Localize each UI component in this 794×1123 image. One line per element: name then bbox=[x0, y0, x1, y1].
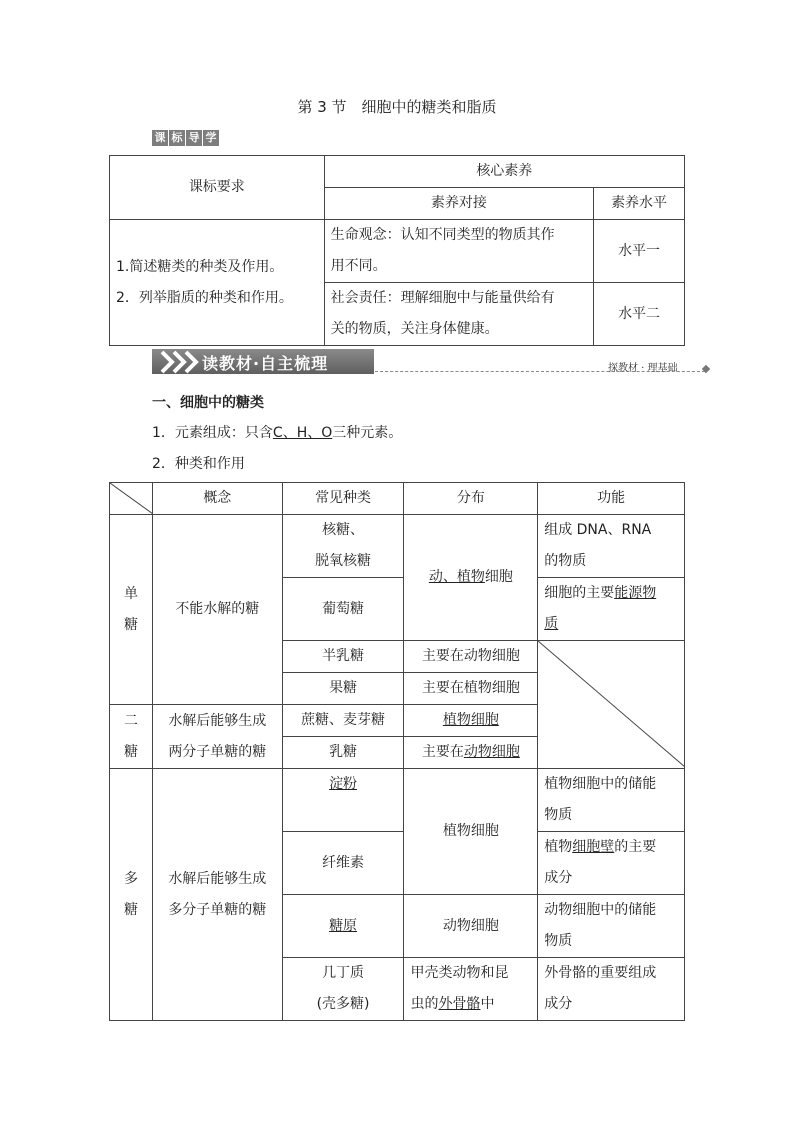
fn-line: 的物质 bbox=[544, 553, 587, 569]
diagonal-line bbox=[110, 483, 153, 514]
banner-char: 教 bbox=[219, 354, 237, 373]
fn-line: 植物细胞中的储能 bbox=[544, 776, 657, 792]
sugar-table bbox=[109, 482, 685, 1021]
dist-text: 细胞 bbox=[484, 569, 513, 585]
type-fructose: 果糖 bbox=[282, 673, 404, 705]
header-distribution: 分布 bbox=[404, 483, 538, 515]
category-poly bbox=[110, 769, 153, 1021]
category-char: 糖 bbox=[123, 616, 138, 633]
fn-line: 物质 bbox=[544, 807, 573, 823]
fn-text: 的主要 bbox=[614, 839, 657, 855]
dist-text: 虫的 bbox=[410, 996, 439, 1012]
badge-char: 课 bbox=[152, 130, 168, 146]
type-glucose: 葡萄糖 bbox=[282, 578, 404, 641]
category-mono bbox=[110, 515, 153, 705]
type-sucrose: 蔗糖、麦芽糖 bbox=[282, 705, 404, 737]
fn-underlined: 能源物 bbox=[614, 585, 657, 601]
category-char: 糖 bbox=[123, 743, 138, 760]
fn-line: 外骨骼的重要组成 bbox=[544, 965, 657, 981]
header-concept: 概念 bbox=[152, 483, 282, 515]
header-function: 功能 bbox=[538, 483, 685, 515]
dist-glycogen: 动物细胞 bbox=[404, 895, 538, 958]
category-char: 糖 bbox=[123, 901, 138, 918]
section-badge bbox=[152, 130, 219, 146]
banner-char: 读 bbox=[202, 354, 220, 373]
level-1: 水平一 bbox=[594, 220, 685, 283]
fn-line: 动物细胞中的储能 bbox=[544, 902, 657, 918]
fn-cellulose bbox=[538, 832, 685, 895]
banner-char: 材 bbox=[236, 354, 254, 373]
header-core-literacy: 核心素养 bbox=[324, 156, 684, 188]
fn-line: 组成 DNA、RNA bbox=[544, 522, 652, 538]
type-chitin bbox=[282, 958, 404, 1021]
badge-char: 标 bbox=[169, 130, 185, 146]
level-2: 水平二 bbox=[594, 283, 685, 346]
type-starch bbox=[282, 769, 404, 832]
chevron-arrows-icon bbox=[158, 350, 200, 374]
dist-underlined: 外骨骼 bbox=[438, 996, 481, 1012]
type-line: 脱氧核糖 bbox=[315, 553, 372, 569]
literacy-1-line-a: 生命观念：认知不同类型的物质其作 bbox=[330, 227, 555, 243]
item-underlined: C、H、O bbox=[272, 425, 333, 441]
dist-plant: 植物细胞 bbox=[404, 769, 538, 895]
header-literacy-match: 素养对接 bbox=[324, 188, 594, 220]
fn-glycogen bbox=[538, 895, 685, 958]
category-char: 多 bbox=[123, 870, 138, 887]
header-literacy-level: 素养水平 bbox=[594, 188, 685, 220]
header-types: 常见种类 bbox=[282, 483, 404, 515]
requirement-2: 2．列举脂质的种类和作用。 bbox=[116, 289, 293, 306]
literacy-1-line-b: 用不同。 bbox=[330, 258, 387, 274]
fn-text: 细胞的主要 bbox=[544, 585, 615, 601]
type-lactose: 乳糖 bbox=[282, 737, 404, 769]
banner-title bbox=[202, 351, 328, 374]
fn-line: 成分 bbox=[544, 996, 573, 1012]
dist-animal-plant bbox=[404, 515, 538, 641]
page-title: 第 3 节 细胞中的糖类和脂质 bbox=[297, 98, 497, 116]
dist-text: 中 bbox=[480, 996, 495, 1012]
concept-line: 水解后能够生成 bbox=[168, 870, 267, 887]
dist-text: 主要在 bbox=[421, 744, 464, 760]
fn-line: 成分 bbox=[544, 870, 573, 886]
type-underlined: 糖原 bbox=[329, 917, 358, 934]
item-elements bbox=[152, 422, 402, 442]
dist-underlined: 植物细胞 bbox=[442, 712, 499, 728]
type-galactose: 半乳糖 bbox=[282, 641, 404, 673]
badge-char: 导 bbox=[186, 130, 202, 146]
dist-underlined: 动、植物 bbox=[428, 569, 485, 585]
standards-table bbox=[109, 155, 685, 346]
item-text: 1．元素组成：只含 bbox=[152, 425, 273, 441]
section-heading: 一、细胞中的糖类 bbox=[152, 395, 264, 411]
type-underlined: 淀粉 bbox=[329, 776, 358, 792]
literacy-1 bbox=[324, 220, 594, 283]
diagonal-line bbox=[538, 641, 685, 767]
literacy-2 bbox=[324, 283, 594, 346]
fn-text: 植物 bbox=[544, 839, 573, 855]
type-ribose bbox=[282, 515, 404, 578]
dist-sucrose bbox=[404, 705, 538, 737]
category-char: 单 bbox=[123, 585, 138, 602]
empty-function-cell bbox=[538, 641, 685, 769]
type-line: 核糖、 bbox=[322, 522, 365, 538]
dist-line: 甲壳类动物和昆 bbox=[410, 965, 509, 981]
dist-lactose bbox=[404, 737, 538, 769]
fn-underlined: 细胞壁 bbox=[572, 839, 615, 855]
concept-mono: 不能水解的糖 bbox=[152, 515, 282, 705]
concept-line: 两分子单糖的糖 bbox=[168, 743, 267, 760]
banner-right-label: 探教材 · 理基础 bbox=[608, 363, 678, 374]
banner-subtitle: ·自主梳理 bbox=[253, 354, 329, 373]
literacy-2-line-b: 关的物质，关注身体健康。 bbox=[330, 321, 499, 337]
fn-line: 物质 bbox=[544, 933, 573, 949]
type-line: 几丁质 bbox=[322, 965, 365, 981]
type-glycogen bbox=[282, 895, 404, 958]
fn-chitin bbox=[538, 958, 685, 1021]
standards-requirements bbox=[110, 220, 325, 346]
type-cellulose: 纤维素 bbox=[282, 832, 404, 895]
dist-galactose: 主要在动物细胞 bbox=[404, 641, 538, 673]
item-text: 三种元素。 bbox=[332, 425, 403, 441]
category-di bbox=[110, 705, 153, 769]
header-standards: 课标要求 bbox=[110, 156, 325, 220]
fn-starch bbox=[538, 769, 685, 832]
badge-char: 学 bbox=[203, 130, 219, 146]
fn-ribose bbox=[538, 515, 685, 578]
fn-underlined: 质 bbox=[544, 616, 559, 632]
fn-glucose bbox=[538, 578, 685, 641]
category-char: 二 bbox=[123, 712, 138, 729]
literacy-2-line-a: 社会责任：理解细胞中与能量供给有 bbox=[330, 290, 555, 306]
concept-poly bbox=[152, 769, 282, 1021]
requirement-1: 1.简述糖类的种类及作用。 bbox=[116, 258, 284, 275]
dist-chitin bbox=[404, 958, 538, 1021]
dist-fructose: 主要在植物细胞 bbox=[404, 673, 538, 705]
dist-underlined: 动物细胞 bbox=[463, 744, 520, 760]
item-types: 2．种类和作用 bbox=[152, 456, 245, 472]
corner-cell bbox=[110, 483, 153, 515]
type-line: (壳多糖) bbox=[316, 996, 370, 1012]
concept-line: 多分子单糖的糖 bbox=[168, 901, 267, 918]
concept-line: 水解后能够生成 bbox=[168, 712, 267, 729]
concept-di bbox=[152, 705, 282, 769]
